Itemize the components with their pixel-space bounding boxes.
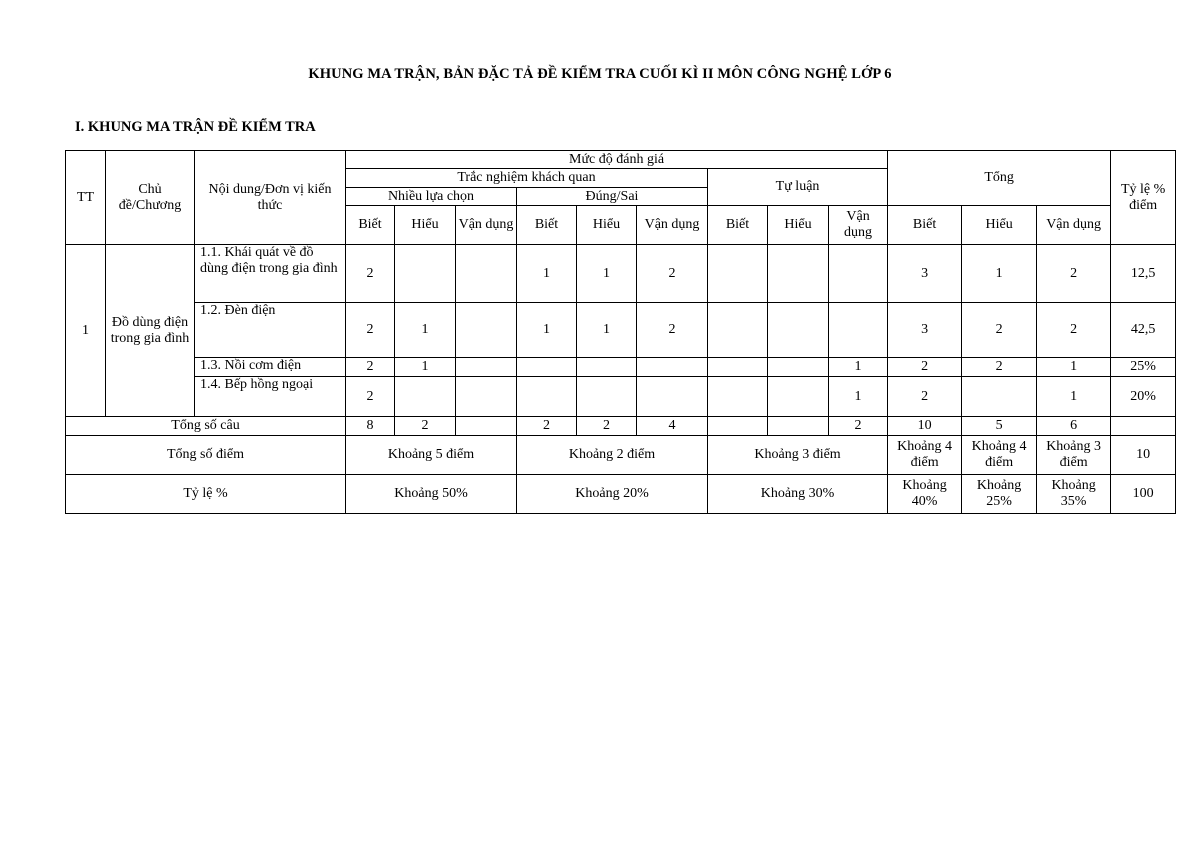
header-understand: Hiểu [577, 206, 637, 245]
cell [829, 245, 888, 303]
table-row [66, 377, 1176, 417]
cell [768, 417, 829, 436]
cell: 42,5 [1111, 303, 1176, 358]
cell [456, 358, 517, 377]
percent-multiple-choice: Khoảng 50% [346, 475, 517, 514]
cell [577, 358, 637, 377]
cell [708, 358, 768, 377]
header-apply: Vận dụng [829, 206, 888, 245]
points-apply: Khoảng 3 điểm [1037, 436, 1111, 475]
cell [708, 417, 768, 436]
header-topic: Chủ đề/Chương [106, 151, 195, 245]
group-number: 1 [66, 245, 106, 417]
cell: 1 [577, 303, 637, 358]
cell [637, 358, 708, 377]
cell [708, 303, 768, 358]
cell [517, 358, 577, 377]
percent-apply: Khoảng 35% [1037, 475, 1111, 514]
header-know: Biết [888, 206, 962, 245]
cell [768, 358, 829, 377]
header-objective-test: Trắc nghiệm khách quan [346, 169, 708, 188]
header-apply: Vận dụng [637, 206, 708, 245]
header-apply: Vận dụng [1037, 206, 1111, 245]
header-understand: Hiểu [962, 206, 1037, 245]
cell [395, 377, 456, 417]
points-essay: Khoảng 3 điểm [708, 436, 888, 475]
cell: 2 [517, 417, 577, 436]
cell: 2 [829, 417, 888, 436]
cell [395, 245, 456, 303]
percent-know: Khoảng 40% [888, 475, 962, 514]
cell: 2 [346, 377, 395, 417]
cell: 1 [395, 303, 456, 358]
points-know: Khoảng 4 điểm [888, 436, 962, 475]
cell: 1 [829, 377, 888, 417]
header-total: Tổng [888, 151, 1111, 206]
table-row [66, 245, 1176, 303]
header-understand: Hiểu [768, 206, 829, 245]
header-multiple-choice: Nhiều lựa chọn [346, 188, 517, 206]
cell [456, 417, 517, 436]
cell: 3 [888, 303, 962, 358]
percent-label: Tỷ lệ % [66, 475, 346, 514]
cell [456, 377, 517, 417]
cell: 1 [829, 358, 888, 377]
total-questions-row [66, 417, 1176, 436]
cell: 1 [1037, 358, 1111, 377]
percent-essay: Khoảng 30% [708, 475, 888, 514]
cell: 1 [1037, 377, 1111, 417]
cell [708, 377, 768, 417]
points-multiple-choice: Khoảng 5 điểm [346, 436, 517, 475]
row-content: 1.3. Nồi cơm điện [195, 358, 346, 377]
header-apply: Vận dụng [456, 206, 517, 245]
header-score-ratio: Tỷ lệ % điểm [1111, 151, 1176, 245]
header-content: Nội dung/Đơn vị kiến thức [195, 151, 346, 245]
row-content: 1.1. Khái quát về đồ dùng điện trong gia đình [195, 245, 346, 303]
total-points-row [66, 436, 1176, 475]
cell [1111, 417, 1176, 436]
cell: 6 [1037, 417, 1111, 436]
header-tt: TT [66, 151, 106, 245]
document-title: KHUNG MA TRẬN, BẢN ĐẶC TẢ ĐỀ KIỂM TRA CUỐI KÌ II MÔN CÔNG NGHỆ LỚP 6 [308, 66, 892, 82]
percent-row [66, 475, 1176, 514]
assessment-matrix-table [65, 150, 1176, 514]
table-row [66, 303, 1176, 358]
cell: 2 [888, 358, 962, 377]
cell [768, 377, 829, 417]
cell: 20% [1111, 377, 1176, 417]
cell [517, 377, 577, 417]
cell: 2 [395, 417, 456, 436]
cell [962, 377, 1037, 417]
group-topic: Đồ dùng điện trong gia đình [106, 245, 195, 417]
cell: 12,5 [1111, 245, 1176, 303]
cell: 2 [346, 245, 395, 303]
cell: 2 [1037, 245, 1111, 303]
section-heading: I. KHUNG MA TRẬN ĐỀ KIỂM TRA [75, 119, 316, 135]
cell [768, 245, 829, 303]
header-understand: Hiểu [395, 206, 456, 245]
table-row [66, 358, 1176, 377]
cell: 1 [517, 303, 577, 358]
total-questions-label: Tổng số câu [66, 417, 346, 436]
cell: 1 [517, 245, 577, 303]
cell: 5 [962, 417, 1037, 436]
cell: 1 [577, 245, 637, 303]
cell: 2 [346, 358, 395, 377]
header-assessment-level: Mức độ đánh giá [346, 151, 888, 169]
cell: 1 [962, 245, 1037, 303]
cell: 2 [637, 245, 708, 303]
cell: 10 [888, 417, 962, 436]
points-ratio: 10 [1111, 436, 1176, 475]
cell: 2 [962, 303, 1037, 358]
cell [637, 377, 708, 417]
header-row-1 [66, 151, 1176, 169]
percent-true-false: Khoảng 20% [517, 475, 708, 514]
cell: 2 [1037, 303, 1111, 358]
cell [577, 377, 637, 417]
cell: 2 [637, 303, 708, 358]
cell [456, 303, 517, 358]
cell: 2 [962, 358, 1037, 377]
header-know: Biết [708, 206, 768, 245]
header-know: Biết [346, 206, 395, 245]
cell [708, 245, 768, 303]
header-essay: Tự luận [708, 169, 888, 206]
cell: 25% [1111, 358, 1176, 377]
row-content: 1.4. Bếp hồng ngoại [195, 377, 346, 417]
row-content: 1.2. Đèn điện [195, 303, 346, 358]
cell: 2 [346, 303, 395, 358]
cell: 2 [577, 417, 637, 436]
percent-ratio: 100 [1111, 475, 1176, 514]
cell [829, 303, 888, 358]
cell: 3 [888, 245, 962, 303]
points-true-false: Khoảng 2 điểm [517, 436, 708, 475]
total-points-label: Tổng số điểm [66, 436, 346, 475]
cell [768, 303, 829, 358]
header-know: Biết [517, 206, 577, 245]
cell: 2 [888, 377, 962, 417]
cell: 1 [395, 358, 456, 377]
points-understand: Khoảng 4 điểm [962, 436, 1037, 475]
cell [456, 245, 517, 303]
cell: 8 [346, 417, 395, 436]
cell: 4 [637, 417, 708, 436]
header-true-false: Đúng/Sai [517, 188, 708, 206]
percent-understand: Khoảng 25% [962, 475, 1037, 514]
